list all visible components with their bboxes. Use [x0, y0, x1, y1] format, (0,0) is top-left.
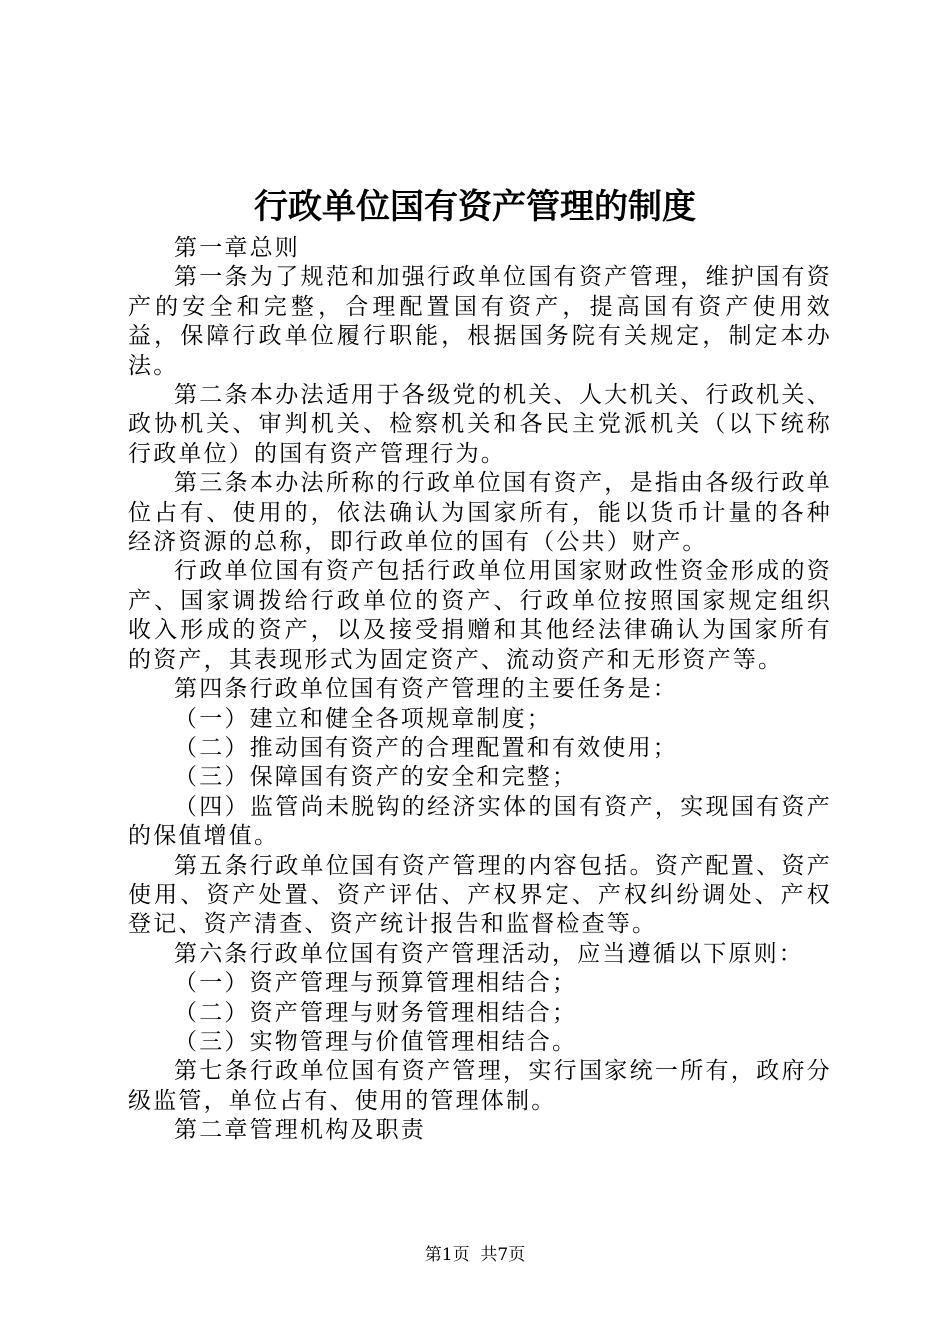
article-paragraph: 行政单位国有资产包括行政单位用国家财政性资金形成的资产、国家调拨给行政单位的资产、行政单位按照国家规定组织收入形成的资产，以及接受捐赠和其他经法律确认为国家所有的资产，其表现形式为固定资产、流动资产和无形资产等。: [128, 558, 832, 673]
list-item: （四）监管尚未脱钩的经济实体的国有资产，实现国有资产的保值增值。: [128, 793, 832, 850]
page-number: 第1页 共7页: [424, 1245, 526, 1265]
article-paragraph: 第一条为了规范和加强行政单位国有资产管理，维护国有资产的安全和完整，合理配置国有资产，提高国有资产使用效益，保障行政单位履行职能，根据国务院有关规定，制定本办法。: [128, 264, 832, 379]
article-paragraph: 第二条本办法适用于各级党的机关、人大机关、行政机关、政协机关、审判机关、检察机关和各民主党派机关（以下统称行政单位）的国有资产管理行为。: [128, 382, 832, 467]
article-paragraph: 第四条行政单位国有资产管理的主要任务是：: [174, 676, 678, 703]
list-item: （二）资产管理与财务管理相结合；: [174, 999, 578, 1026]
chapter-heading: 第一章总则: [174, 235, 300, 261]
list-item: （三）实物管理与价值管理相结合。: [174, 1028, 578, 1055]
article-paragraph: 第七条行政单位国有资产管理，实行国家统一所有，政府分级监管，单位占有、使用的管理体制。: [128, 1058, 832, 1114]
page-footer: [0, 1243, 950, 1267]
article-paragraph: 第三条本办法所称的行政单位国有资产，是指由各级行政单位占有、使用的，依法确认为国家所有，能以货币计量的各种经济资源的总称，即行政单位的国有（公共）财产。: [128, 470, 832, 556]
document-body: [128, 234, 832, 1146]
article-paragraph: 第六条行政单位国有资产管理活动，应当遵循以下原则：: [174, 940, 804, 967]
list-item: （三）保障国有资产的安全和完整；: [174, 764, 578, 791]
article-paragraph: 第五条行政单位国有资产管理的内容包括。资产配置、资产使用、资产处置、资产评估、产权界定、产权纠纷调处、产权登记、资产清查、资产统计报告和监督检查等。: [128, 852, 832, 938]
list-item: （二）推动国有资产的合理配置和有效使用；: [174, 734, 678, 761]
chapter-heading: 第二章管理机构及职责: [174, 1117, 426, 1144]
list-item: （一）资产管理与预算管理相结合；: [174, 970, 578, 997]
document-title: 行政单位国有资产管理的制度: [254, 187, 696, 227]
list-item: （一）建立和健全各项规章制度；: [174, 705, 552, 732]
